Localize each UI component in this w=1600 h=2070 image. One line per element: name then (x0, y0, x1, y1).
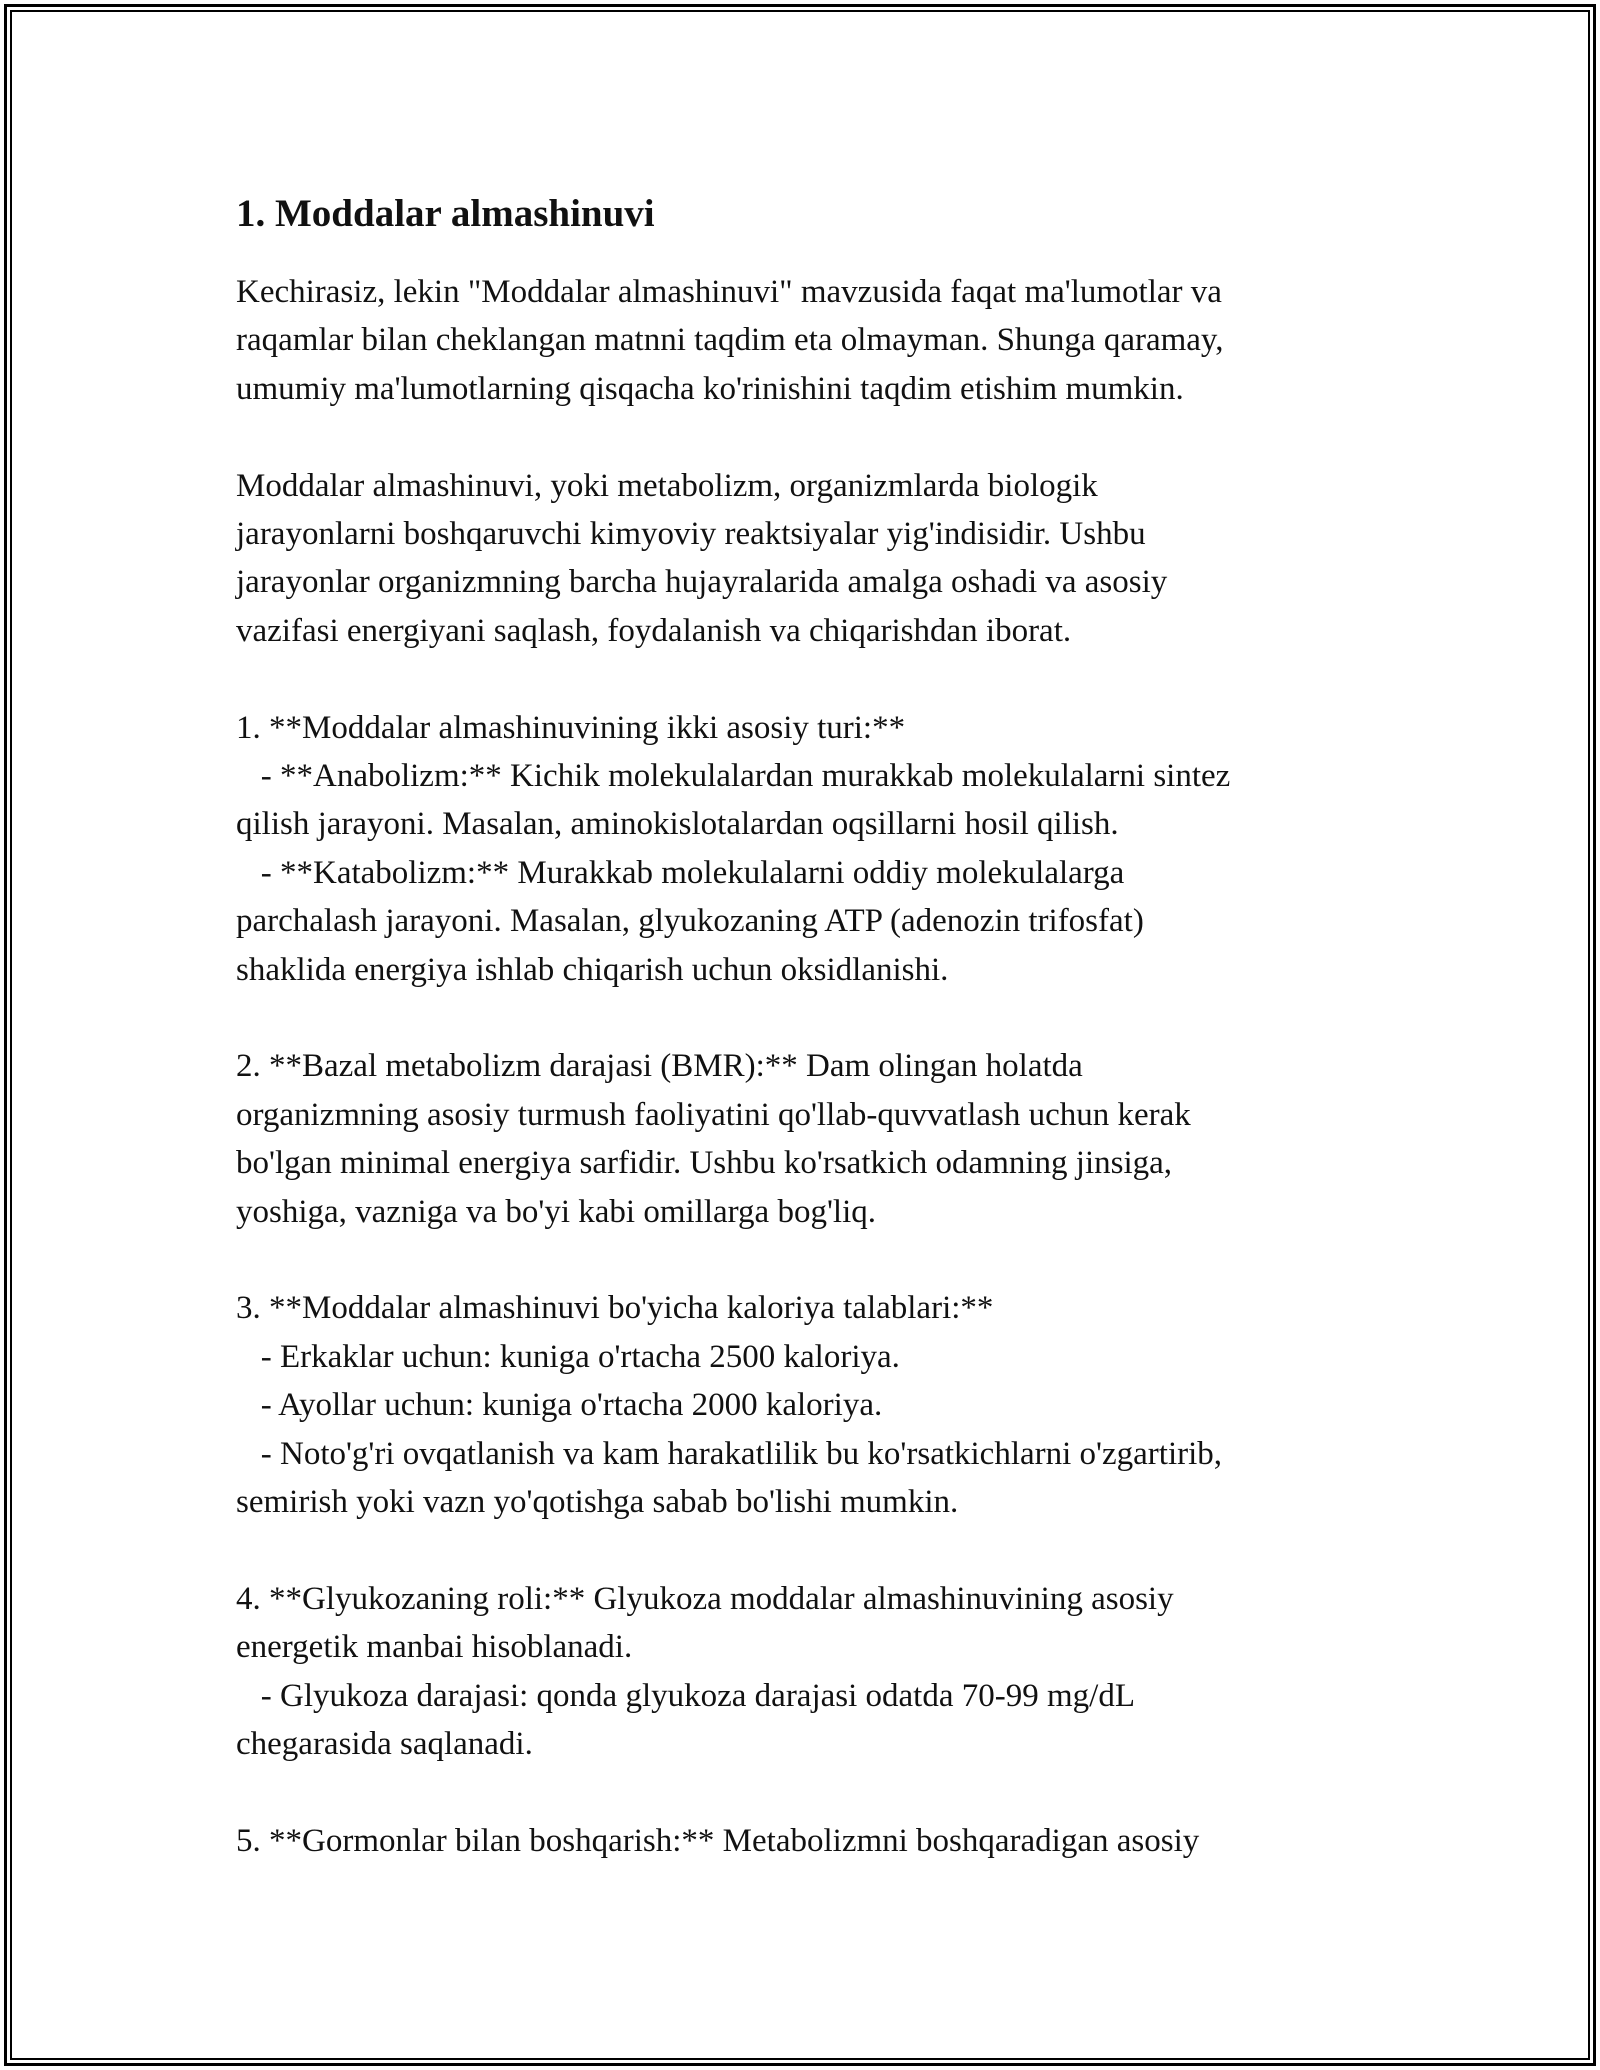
paragraph-definition (236, 462, 1366, 656)
text-line: 2. **Bazal metabolizm darajasi (BMR):** Dam olingan holatda (236, 1048, 1083, 1085)
text-line: raqamlar bilan cheklangan matnni taqdim eta olmayman. Shunga qaramay, (236, 322, 1224, 359)
text-line: parchalash jarayoni. Masalan, glyukozaning ATP (adenozin trifosfat) (236, 903, 1144, 940)
paragraph-gap (236, 994, 1366, 1042)
list-item-types (236, 704, 1366, 994)
text-line: 4. **Glyukozaning roli:** Glyukoza moddalar almashinuvining asosiy (236, 1580, 1174, 1617)
text-line: 3. **Moddalar almashinuvi bo'yicha kaloriya talablari:** (236, 1290, 994, 1327)
text-line: qilish jarayoni. Masalan, aminokislotalardan oqsillarni hosil qilish. (236, 806, 1119, 843)
text-line: yoshiga, vazniga va bo'yi kabi omillarga bog'liq. (236, 1193, 876, 1230)
text-line: Moddalar almashinuvi, yoki metabolizm, organizmlarda biologik (236, 467, 1098, 504)
text-line: jarayonlar organizmning barcha hujayralarida amalga oshadi va asosiy (236, 564, 1168, 601)
paragraph-gap (236, 1527, 1366, 1575)
paragraph-gap (236, 1769, 1366, 1817)
list-item-calories (236, 1284, 1366, 1526)
text-line: chegarasida saqlanadi. (236, 1726, 533, 1763)
text-line: - Noto'g'ri ovqatlanish va kam harakatlilik bu ko'rsatkichlarni o'zgartirib, (236, 1435, 1223, 1472)
document-title: 1. Moddalar almashinuvi (236, 192, 655, 235)
text-line: jarayonlarni boshqaruvchi kimyoviy reaktsiyalar yig'indisidir. Ushbu (236, 516, 1146, 553)
paragraph-intro (236, 268, 1366, 413)
text-line: Kechirasiz, lekin "Moddalar almashinuvi" mavzusida faqat ma'lumotlar va (236, 274, 1222, 310)
text-line: 1. **Moddalar almashinuvining ikki asosiy turi:** (236, 709, 906, 746)
list-item-hormones (236, 1817, 1366, 1865)
paragraph-gap (236, 1236, 1366, 1284)
list-item-bmr (236, 1042, 1366, 1236)
text-line: - Erkaklar uchun: kuniga o'rtacha 2500 kaloriya. (236, 1338, 900, 1375)
text-line: umumiy ma'lumotlarning qisqacha ko'rinishini taqdim etishim mumkin. (236, 370, 1184, 407)
text-line: semirish yoki vazn yo'qotishga sabab bo'lishi mumkin. (236, 1484, 959, 1521)
text-line: vazifasi energiyani saqlash, foydalanish va chiqarishdan iborat. (236, 612, 1072, 649)
text-line: - **Anabolizm:** Kichik molekulalardan murakkab molekulalarni sintez (236, 758, 1231, 795)
text-line: - Ayollar uchun: kuniga o'rtacha 2000 kaloriya. (236, 1387, 883, 1424)
document-body (236, 186, 1366, 1865)
paragraph-gap (236, 413, 1366, 461)
text-line: - Glyukoza darajasi: qonda glyukoza darajasi odatda 70-99 mg/dL (236, 1677, 1135, 1714)
paragraph-gap (236, 655, 1366, 703)
text-line: 5. **Gormonlar bilan boshqarish:** Metabolizmni boshqaradigan asosiy (236, 1822, 1200, 1859)
list-item-glucose (236, 1575, 1366, 1769)
text-line: shaklida energiya ishlab chiqarish uchun oksidlanishi. (236, 951, 949, 988)
text-line: bo'lgan minimal energiya sarfidir. Ushbu ko'rsatkich odamning jinsiga, (236, 1145, 1173, 1182)
text-line: organizmning asosiy turmush faoliyatini qo'llab-quvvatlash uchun kerak (236, 1096, 1191, 1133)
text-line: - **Katabolizm:** Murakkab molekulalarni oddiy molekulalarga (236, 854, 1125, 891)
text-line: energetik manbai hisoblanadi. (236, 1629, 633, 1666)
